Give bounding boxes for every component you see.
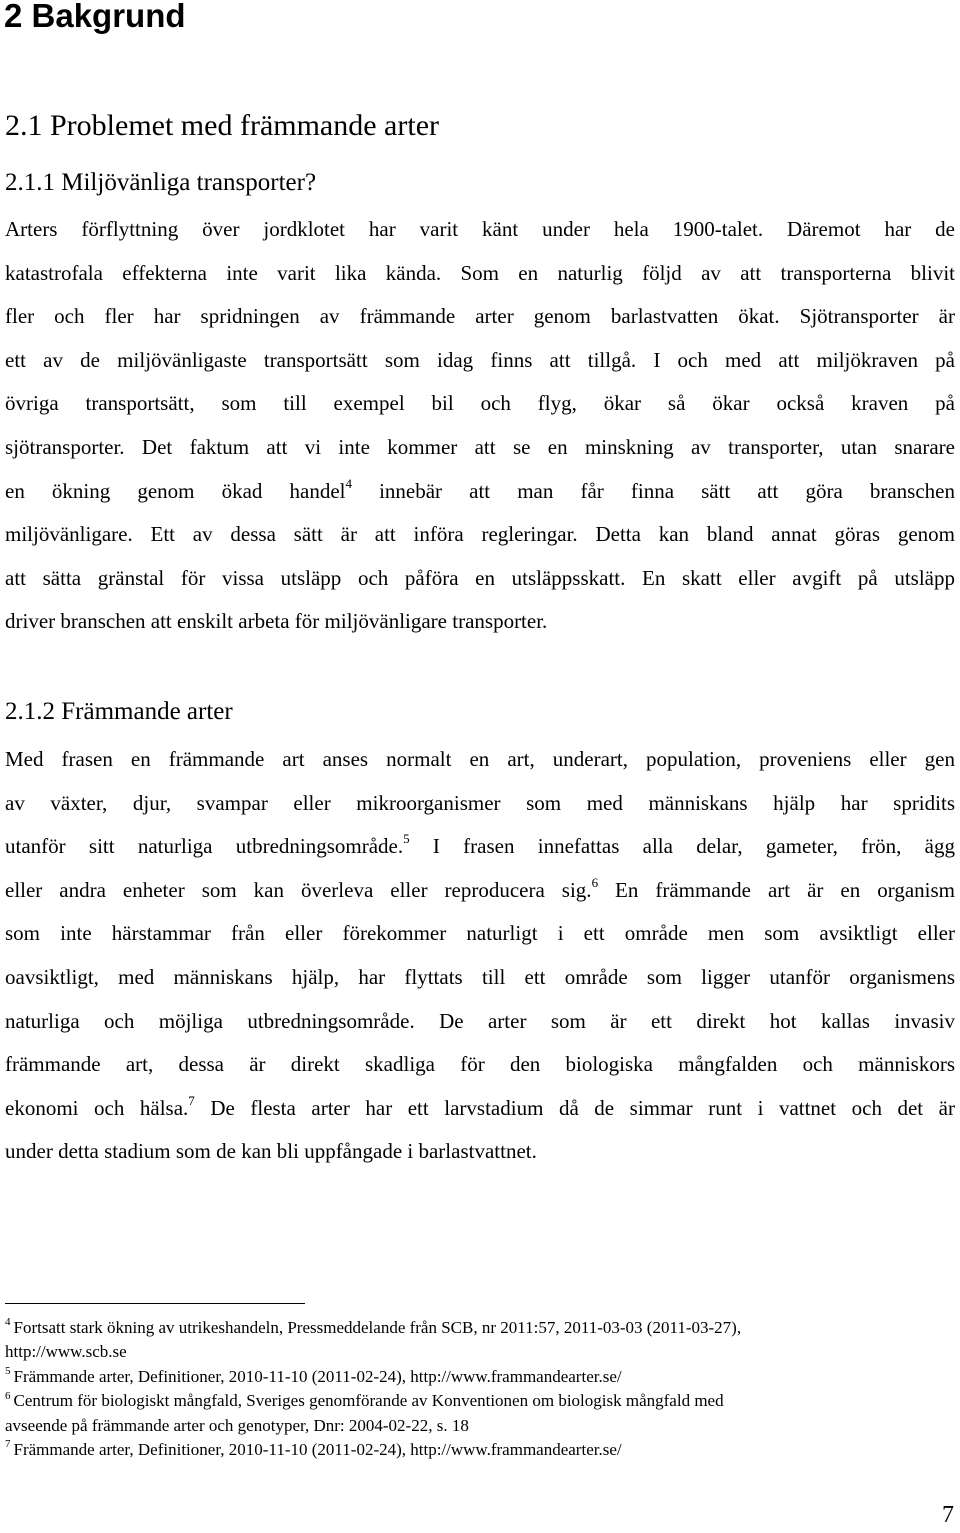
text-line: [5, 825, 955, 869]
text-line: övriga transportsätt, som till exempel bil och flyg, ökar så ökar också kraven på: [5, 391, 955, 416]
footnote-line: [5, 1389, 955, 1413]
text-line: miljövänligare. Ett av dessa sätt är att införa regleringar. Detta kan bland annat göras genom: [5, 522, 955, 547]
text-line: ett av de miljövänligaste transportsätt som idag finns att tillgå. I och med att miljökraven på: [5, 347, 955, 372]
text-line: Arters förflyttning över jordklotet har varit känt under hela 1900-talet. Däremot har de: [5, 217, 955, 241]
footnote-text: http://www.scb.se: [5, 1342, 127, 1362]
text-line: [5, 470, 955, 514]
footnote-line: [5, 1316, 955, 1340]
paragraph-frammande-arter: [5, 738, 955, 1174]
footnote-line: [5, 1438, 955, 1462]
text-line: katastrofala effekterna inte varit lika kända. Som en naturlig följd av att transporterna blivit: [5, 260, 955, 285]
text-line: fler och fler har spridningen av främmande arter genom barlastvatten ökat. Sjötransporter är: [5, 304, 955, 329]
footnote-number: 7: [5, 1438, 11, 1451]
text-line: [5, 1087, 955, 1131]
footnote-number: 4: [5, 1316, 11, 1329]
footnote-text: Centrum för biologiskt mångfald, Sveriges genomförande av Konventionen om biologisk mångfald med: [13, 1391, 724, 1411]
footnote-text: avseende på främmande arter och genotyper, Dnr: 2004-02-22, s. 18: [5, 1415, 469, 1435]
text-line: sjötransporter. Det faktum att vi inte kommer att se en minskning av transporter, utan snarare: [5, 434, 955, 459]
footnote-number: 5: [5, 1365, 11, 1378]
footnote-ref: 7: [188, 1092, 195, 1108]
text-segment: utanför sitt naturliga utbredningsområde.: [5, 834, 404, 859]
footnote-line: [5, 1414, 955, 1438]
footnote-ref: 5: [403, 831, 410, 847]
text-segment: De flesta arter har ett larvstadium då de simmar runt i vattnet och det är: [194, 1095, 955, 1120]
text-segment: ekonomi och hälsa.: [5, 1095, 189, 1120]
footnote-number: 6: [5, 1389, 11, 1402]
text-segment: En främmande art är en organism: [598, 877, 955, 902]
footnote-line: [5, 1340, 955, 1364]
text-line: av växter, djur, svampar eller mikroorganismer som med människans hjälp har spridits: [5, 790, 955, 815]
chapter-heading: 2 Bakgrund: [4, 0, 186, 34]
section-heading: 2.1 Problemet med främmande arter: [5, 109, 440, 142]
text-line: naturliga och möjliga utbredningsområde. De arter som är ett direkt hot kallas invasiv: [5, 1008, 955, 1033]
subsection-heading-frammande-arter: 2.1.2 Främmande arter: [5, 698, 233, 725]
text-line: under detta stadium som de kan bli uppfångade i barlastvattnet.: [5, 1139, 537, 1164]
text-segment: I frasen innefattas alla delar, gameter, frön, ägg: [409, 834, 955, 859]
text-segment: en ökning genom ökad handel: [5, 478, 346, 503]
footnote-ref: 6: [591, 874, 599, 890]
footnote-text: Främmande arter, Definitioner, 2010-11-10 (2011-02-24), http://www.frammandearter.se/: [13, 1366, 622, 1386]
text-segment: eller andra enheter som kan överleva eller reproducera sig.: [5, 877, 592, 902]
footnote-separator: [5, 1303, 305, 1304]
page-number: 7: [942, 1502, 954, 1528]
text-line: främmande art, dessa är direkt skadliga för den biologiska mångfalden och människors: [5, 1052, 955, 1077]
footnotes: [5, 1316, 955, 1462]
footnote-text: Fortsatt stark ökning av utrikeshandeln, Pressmeddelande från SCB, nr 2011:57, 2011-03-03 (2011-03-27),: [13, 1318, 742, 1337]
text-segment: innebär att man får finna sätt att göra branschen: [351, 478, 955, 503]
footnote-ref: 4: [345, 475, 352, 491]
footnote-line: [5, 1365, 955, 1389]
paragraph-miljovanliga-transporter: [5, 208, 955, 644]
text-line: [5, 869, 955, 913]
text-line: som inte härstammar från eller förekommer naturligt i ett område men som avsiktligt eller: [5, 921, 955, 946]
text-line: driver branschen att enskilt arbeta för miljövänligare transporter.: [5, 609, 548, 634]
footnote-text: Främmande arter, Definitioner, 2010-11-10 (2011-02-24), http://www.frammandearter.se/: [13, 1440, 622, 1460]
text-line: oavsiktligt, med människans hjälp, har flyttats till ett område som ligger utanför organismens: [5, 964, 955, 989]
text-line: att sätta gränstal för vissa utsläpp och påföra en utsläppsskatt. En skatt eller avgift på utsläpp: [5, 565, 955, 590]
subsection-heading-miljovanliga: 2.1.1 Miljövänliga transporter?: [5, 169, 317, 196]
text-line: Med frasen en främmande art anses normalt en art, underart, population, proveniens eller gen: [5, 747, 955, 771]
